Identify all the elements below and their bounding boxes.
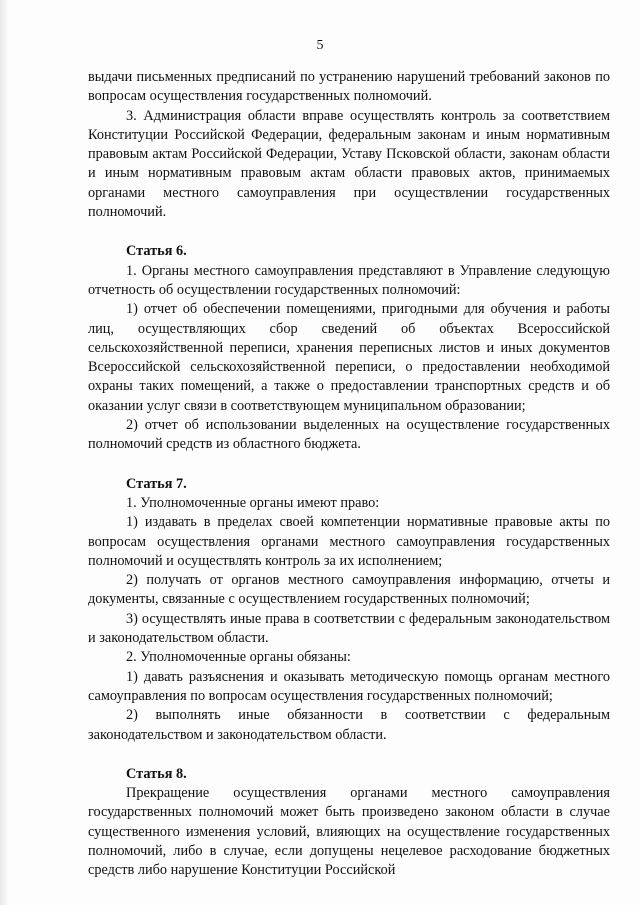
document-body bbox=[88, 68, 610, 881]
paragraph: 1. Органы местного самоуправления представляют в Управление следующую отчетность об осуществлении государственных полномочий: bbox=[88, 262, 610, 298]
article-heading: Статья 6. bbox=[126, 243, 187, 260]
paragraph: 2. Уполномоченные органы обязаны: bbox=[126, 649, 351, 666]
paragraph: 1. Уполномоченные органы имеют право: bbox=[126, 494, 380, 511]
paragraph: 3) осуществлять иные права в соответствии с федеральным законодательством и законодательством области. bbox=[88, 610, 610, 647]
paragraph: 1) издавать в пределах своей компетенции нормативные правовые акты по вопросам осуществления органами местного самоуправления государственных полномочий и осуществлять контроль за их исполнением; bbox=[88, 514, 610, 569]
paragraph: выдачи письменных предписаний по устранению нарушений требований законов по вопросам осуществления государственных полномочий. bbox=[88, 69, 610, 105]
article-heading: Статья 7. bbox=[126, 475, 187, 492]
paragraph: 2) отчет об использовании выделенных на осуществление государственных полномочий средств из областного бюджета. bbox=[88, 417, 610, 453]
article-heading: Статья 8. bbox=[126, 765, 187, 782]
paragraph: 1) давать разъяснения и оказывать методическую помощь органам местного самоуправления по вопросам осуществления государственных полномочий; bbox=[88, 668, 610, 704]
paragraph: 2) выполнять иные обязанности в соответствии с федеральным законодательством и законодательством области. bbox=[88, 707, 610, 743]
paragraph: Прекращение осуществления органами местного самоуправления государственных полномочий может быть произведено законом области в случае существенного изменения условий, влияющих на осуществление государственных полномочий, либо в случае, если допущены нецелевое расходование бюджетных средств либо нарушение Конституции Российской bbox=[88, 785, 610, 879]
paragraph: 1) отчет об обеспечении помещениями, пригодными для обучения и работы лиц, осуществляющих сбор сведений об объектах Всероссийской сельскохозяйственной переписи, хранения переписных листов и иных документов Всероссийской сельскохозяйственной переписи, о предоставлении необходимой охраны таких помещений, а также о предоставлении транспортных средств и об оказании услуг связи в соответствующем муниципальном образовании; bbox=[88, 301, 610, 414]
page-number: 5 bbox=[316, 38, 324, 53]
scan-edge bbox=[0, 0, 8, 905]
paragraph: 3. Администрация области вправе осуществлять контроль за соответствием Конституции Российской Федерации, федеральным законам и иным нормативным правовым актам Российской Федерации, Уставу Псковской области, законам области и иным нормативным правовым актам области правовых актов, принимаемых органами местного самоуправления при осуществлении государственных полномочий. bbox=[88, 107, 610, 221]
paragraph: 2) получать от органов местного самоуправления информацию, отчеты и документы, связанные с осуществлением государственных полномочий; bbox=[88, 572, 610, 608]
